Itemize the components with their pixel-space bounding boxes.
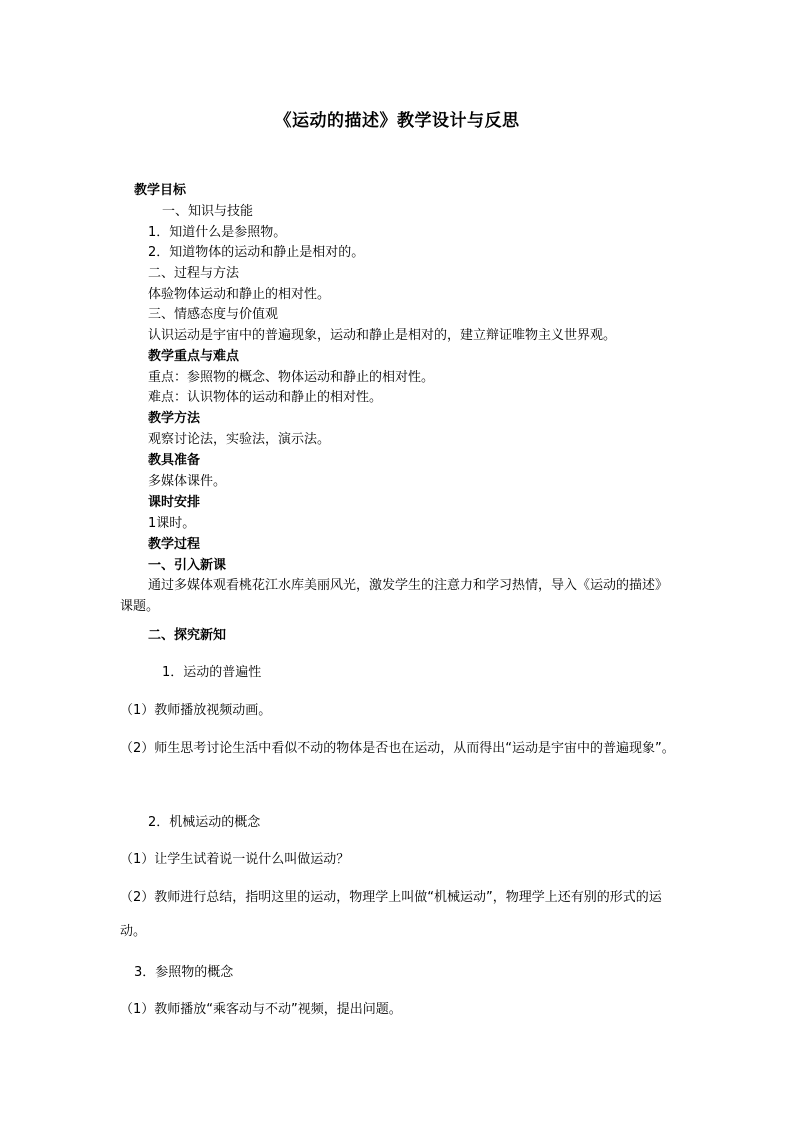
method-heading: 教学方法: [148, 411, 201, 426]
process-text: 体验物体运动和静止的相对性。: [148, 287, 331, 302]
knowledge-heading: 一、知识与技能: [162, 204, 254, 219]
difficult-point: 难点：认识物体的运动和静止的相对性。: [148, 390, 383, 405]
key-heading: 教学重点与难点: [148, 349, 240, 364]
section-2-heading: 2．机械运动的概念: [148, 815, 261, 830]
section-2-paragraph-2: （2）教师进行总结，指明这里的运动，物理学上叫做“机械运动”，物理学上还有别的形式的运动。: [120, 890, 662, 939]
method-text: 观察讨论法，实验法，演示法。: [148, 432, 331, 447]
process-heading: 二、过程与方法: [148, 266, 240, 281]
knowledge-item-2: 2．知道物体的运动和静止是相对的。: [148, 245, 365, 260]
explore-heading: 二、探究新知: [148, 628, 227, 643]
section-3-paragraph-1: （1）教师播放“乘客动与不动”视频，提出问题。: [120, 1002, 402, 1017]
tools-heading: 教具准备: [148, 453, 201, 468]
knowledge-item-1: 1．知道什么是参照物。: [148, 225, 287, 240]
section-1-paragraph-2: （2）师生思考讨论生活中看似不动的物体是否也在运动，从而得出“运动是宇宙中的普遍现象”。: [120, 741, 675, 756]
time-heading: 课时安排: [148, 495, 201, 510]
objectives-heading: 教学目标: [134, 183, 187, 198]
intro-heading: 一、引入新课: [148, 558, 227, 573]
key-point: 重点：参照物的概念、物体运动和静止的相对性。: [148, 370, 435, 385]
tools-text: 多媒体课件。: [148, 474, 227, 489]
section-3-heading: 3．参照物的概念: [134, 965, 234, 980]
process-main-heading: 教学过程: [148, 537, 201, 552]
section-2-paragraph-1: （1）让学生试着说一说什么叫做运动？: [120, 852, 350, 867]
attitude-heading: 三、情感态度与价值观: [148, 307, 279, 322]
document-title: 《运动的描述》教学设计与反思: [274, 111, 520, 131]
intro-text: 通过多媒体观看桃花江水库美丽风光，激发学生的注意力和学习热情，导入《运动的描述》课题。: [120, 578, 669, 614]
section-1-paragraph-1: （1）教师播放视频动画。: [120, 703, 272, 718]
section-1-heading: 1．运动的普遍性: [162, 665, 262, 680]
attitude-text: 认识运动是宇宙中的普遍现象，运动和静止是相对的，建立辩证唯物主义世界观。: [148, 328, 617, 343]
time-text: 1课时。: [148, 516, 196, 531]
